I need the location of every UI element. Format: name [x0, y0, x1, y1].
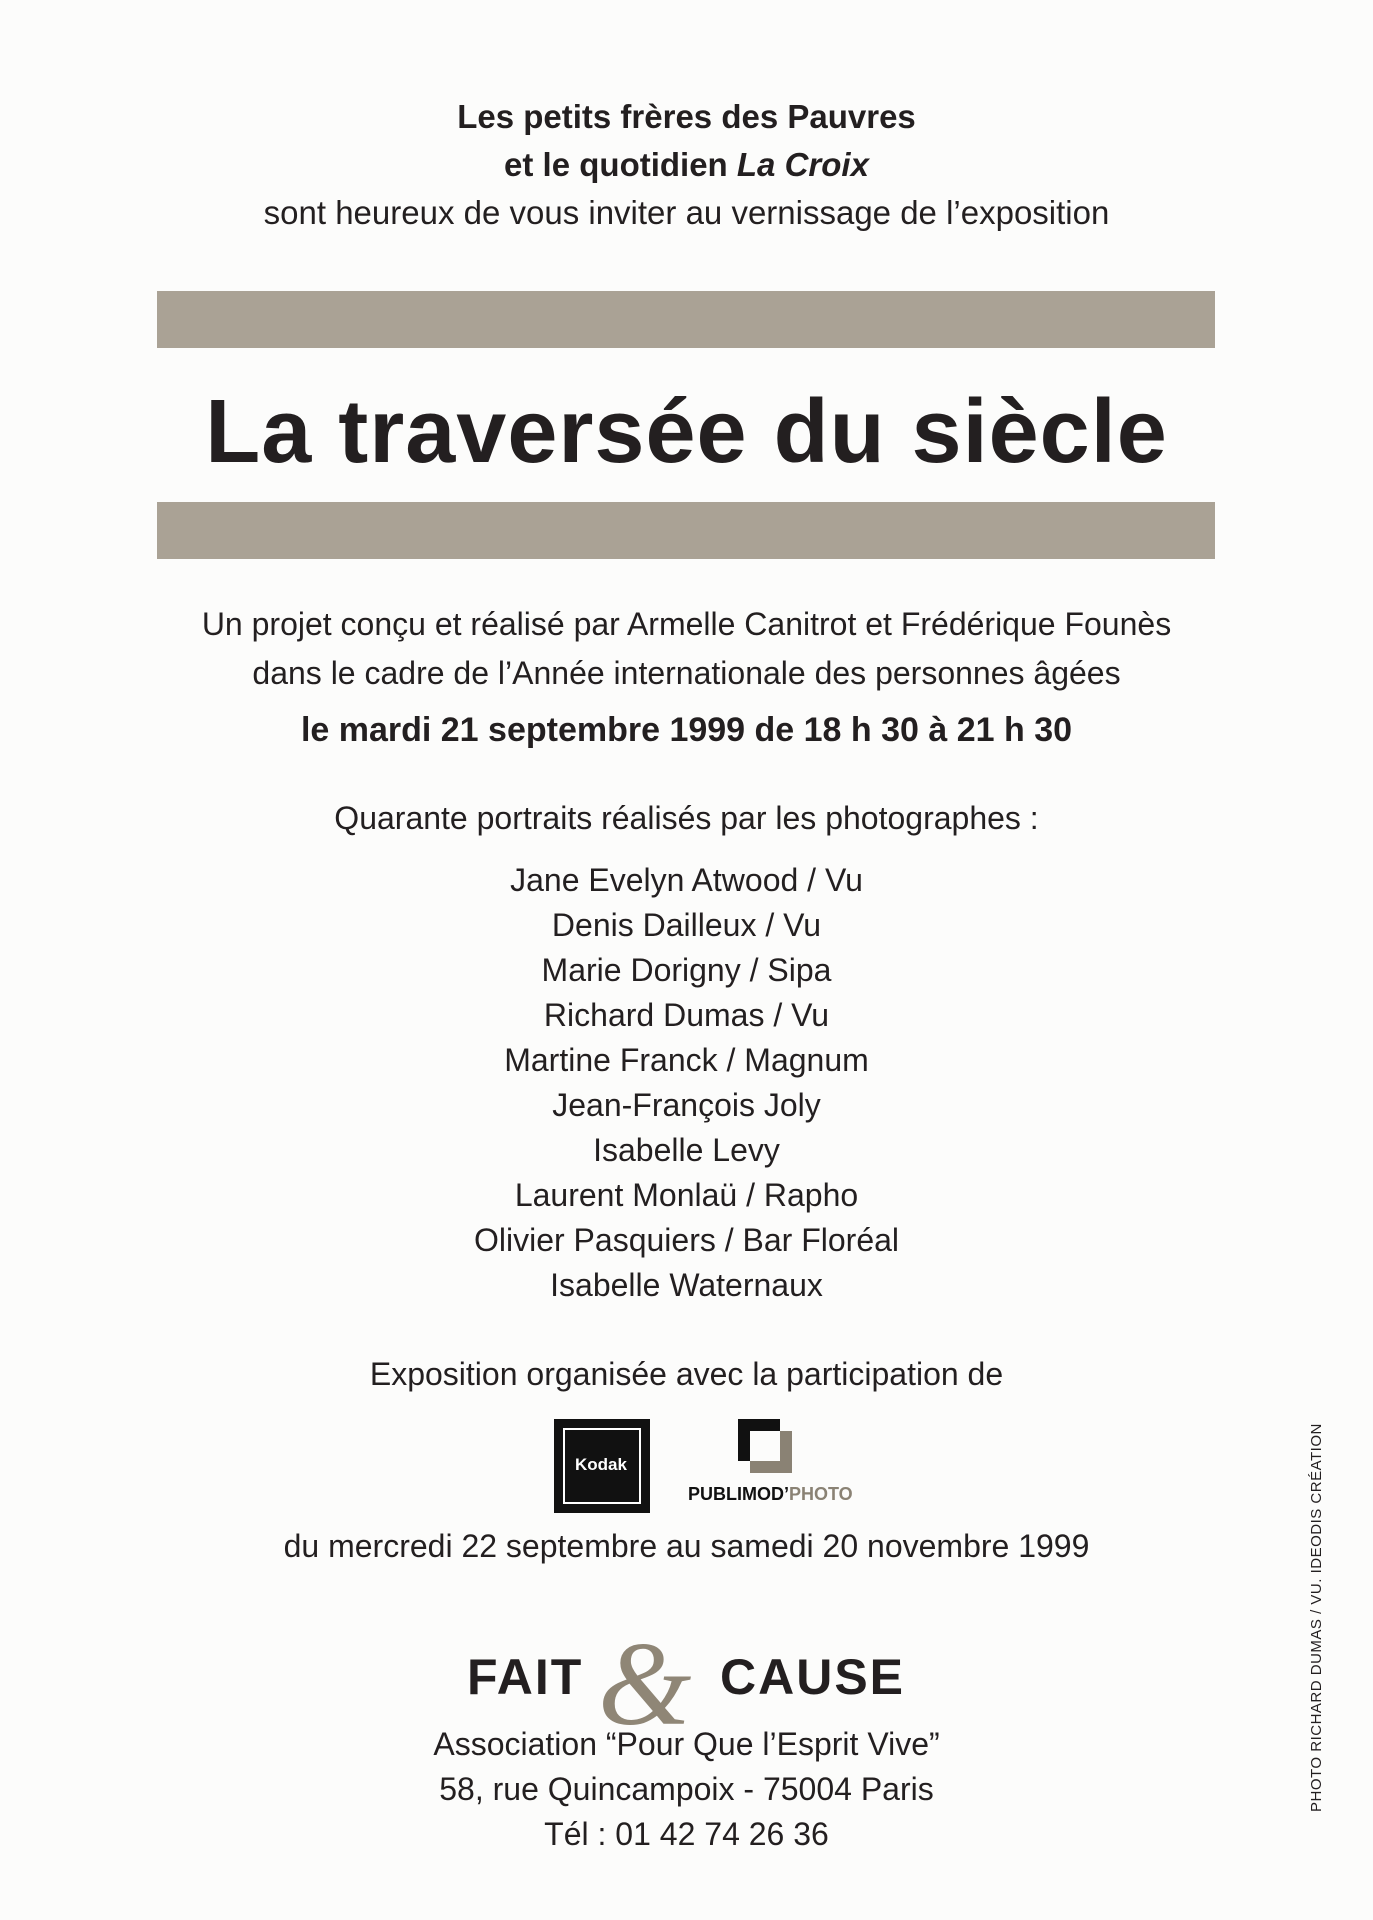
- decorative-band-top: [157, 291, 1215, 348]
- project-description: [0, 600, 1373, 698]
- publimod-photo-logo: [688, 1419, 858, 1511]
- kodak-logo-text: Kodak: [575, 1455, 627, 1474]
- newspaper-name: La Croix: [736, 146, 869, 183]
- project-line-1: Un projet conçu et réalisé par Armelle Canitrot et Frédérique Founès: [201, 606, 1172, 642]
- host-line-2-prefix: et le quotidien: [504, 146, 737, 183]
- header: [0, 93, 1373, 237]
- publimod-label: [688, 1484, 858, 1505]
- kodak-logo: [554, 1419, 650, 1513]
- photographer-item: Richard Dumas / Vu: [543, 997, 830, 1033]
- photographer-item: Jane Evelyn Atwood / Vu: [510, 862, 863, 898]
- photographer-item: Isabelle Waternaux: [550, 1267, 823, 1303]
- fait-word: FAIT: [467, 1649, 584, 1705]
- publimod-label-part1: PUBLIMOD’: [688, 1484, 789, 1504]
- project-line-2: dans le cadre de l’Année internationale des personnes âgées: [252, 655, 1121, 691]
- photo-credit: PHOTO RICHARD DUMAS / VU. IDEODIS CRÉATION: [1308, 1423, 1325, 1812]
- photographer-item: Marie Dorigny / Sipa: [541, 952, 832, 988]
- cause-word: CAUSE: [720, 1649, 906, 1705]
- host-line-2: [0, 141, 1373, 189]
- street-address: 58, rue Quincampoix - 75004 Paris: [439, 1771, 934, 1807]
- publimod-label-part2: PHOTO: [789, 1484, 853, 1504]
- host-line-1: Les petits frères des Pauvres: [457, 98, 916, 135]
- photographer-item: Jean-François Joly: [552, 1087, 821, 1123]
- association-name: Association “Pour Que l’Esprit Vive”: [433, 1726, 940, 1762]
- phone-number: Tél : 01 42 74 26 36: [544, 1816, 829, 1852]
- photographer-item: Denis Dailleux / Vu: [551, 907, 822, 943]
- photographer-item: Laurent Monlaü / Rapho: [514, 1177, 859, 1213]
- organised-with: Exposition organisée avec la participation de: [369, 1356, 1004, 1392]
- photographer-list: [0, 858, 1373, 1308]
- invitation-line: sont heureux de vous inviter au vernissage de l’exposition: [263, 194, 1110, 231]
- photographer-item: Isabelle Levy: [593, 1132, 780, 1168]
- exhibition-title: La traversée du siècle: [205, 382, 1168, 482]
- venue-address: [0, 1722, 1373, 1857]
- photographer-item: Olivier Pasquiers / Bar Floréal: [473, 1222, 900, 1258]
- publimod-square-gap: [750, 1431, 780, 1461]
- photographer-item: Martine Franck / Magnum: [504, 1042, 869, 1078]
- ampersand-mark: &: [598, 1617, 692, 1750]
- decorative-band-bottom: [157, 502, 1215, 559]
- opening-date: le mardi 21 septembre 1999 de 18 h 30 à 21 h 30: [300, 711, 1073, 749]
- exhibition-dates: du mercredi 22 septembre au samedi 20 novembre 1999: [283, 1528, 1090, 1564]
- portraits-intro: Quarante portraits réalisés par les photographes :: [334, 800, 1039, 836]
